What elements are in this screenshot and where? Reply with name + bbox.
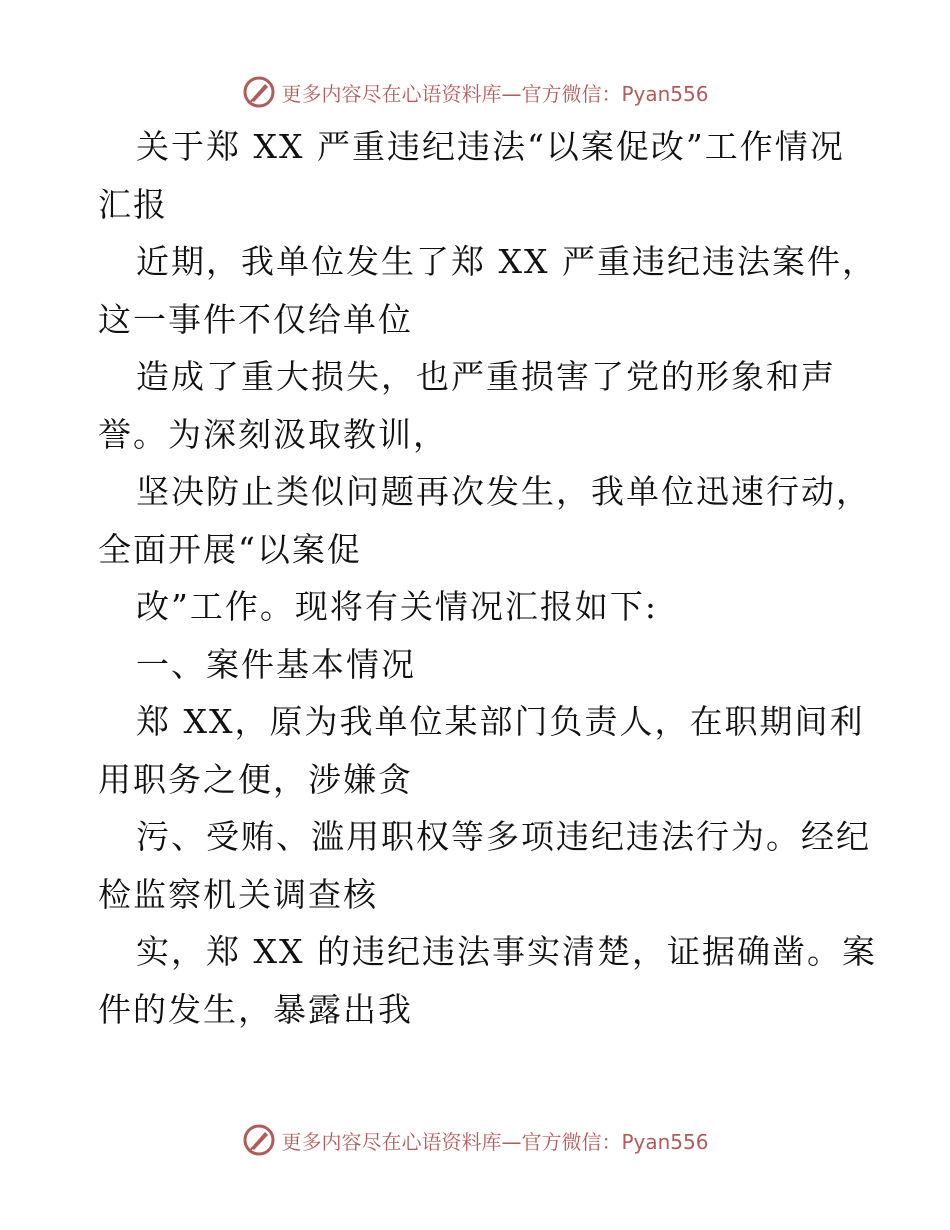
section-heading: 一、案件基本情况 <box>136 644 416 684</box>
doc-line: 关于郑 XX 严重违纪违法“以案促改”工作情况 <box>136 127 845 166</box>
doc-line: 全面开展“以案促 <box>98 529 362 569</box>
doc-line: 汇报 <box>98 184 168 224</box>
doc-line: 用职务之便，涉嫌贪 <box>98 759 413 799</box>
doc-line: 誉。为深刻汲取教训， <box>98 414 448 454</box>
watermark-text: 更多内容尽在心语资料库—官方微信：Pyan556 <box>281 81 709 106</box>
doc-line: 坚决防止类似问题再次发生，我单位迅速行动， <box>136 472 871 511</box>
doc-line: 实，郑 XX 的违纪违法事实清楚，证据确凿。案 <box>136 932 877 971</box>
doc-line: 造成了重大损失，也严重损害了党的形象和声 <box>136 357 836 396</box>
quill-logo-icon <box>241 1122 277 1158</box>
doc-line: 近期，我单位发生了郑 XX 严重违纪违法案件， <box>136 242 877 281</box>
doc-line: 改”工作。现将有关情况汇报如下: <box>136 587 658 626</box>
watermark-text: 更多内容尽在心语资料库—官方微信：Pyan556 <box>281 1129 709 1154</box>
doc-line: 污、受贿、滥用职权等多项违纪违法行为。经纪 <box>136 817 871 856</box>
doc-line: 郑 XX，原为我单位某部门负责人，在职期间利 <box>136 702 865 741</box>
doc-line: 这一事件不仅给单位 <box>98 299 413 339</box>
doc-line: 检监察机关调查核 <box>98 874 378 914</box>
footer-watermark <box>0 1120 950 1160</box>
document-body <box>98 118 877 1038</box>
quill-logo-icon <box>241 74 277 110</box>
header-watermark <box>0 72 950 112</box>
doc-line: 件的发生，暴露出我 <box>98 989 413 1029</box>
